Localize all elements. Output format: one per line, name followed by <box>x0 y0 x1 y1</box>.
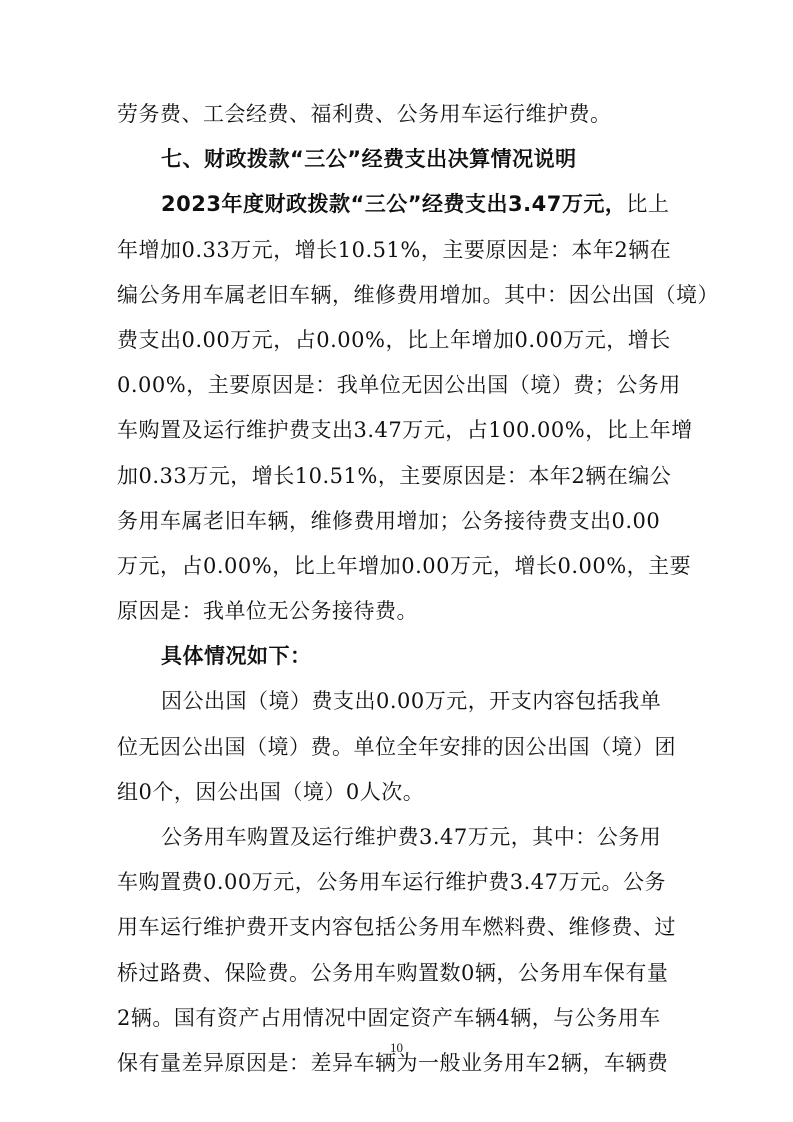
section-heading: 七、财政拨款“三公”经费支出决算情况说明 <box>161 147 577 172</box>
text-line-21: 2辆。国有资产占用情况中固定资产车辆4辆，与公务用车 <box>117 1005 661 1030</box>
text-line-8: 车购置及运行维护费支出3.47万元，占100.00%，比上年增 <box>117 418 693 443</box>
summary-tail: 比上 <box>626 192 670 217</box>
text-line-22: 保有量差异原因是：差异车辆为一般业务用车2辆，车辆费 <box>117 1050 669 1075</box>
text-line-17: 公务用车购置及运行维护费3.47万元，其中：公务用 <box>161 825 662 849</box>
page-number: 10 <box>390 1040 403 1055</box>
text-line-15: 位无因公出国（境）费。单位全年安排的因公出国（境）团 <box>117 734 676 759</box>
text-line-19: 用车运行维护费开支内容包括公务用车燃料费、维修费、过 <box>117 915 676 940</box>
summary-sentence: 2023年度财政拨款“三公”经费支出3.47万元， <box>161 192 627 217</box>
subheading-details: 具体情况如下： <box>161 644 312 669</box>
text-line-18: 车购置费0.00万元，公务用车运行维护费3.47万元。公务 <box>117 870 667 895</box>
text-line-12: 原因是：我单位无公务接待费。 <box>117 599 418 624</box>
text-line-4: 年增加0.33万元，增长10.51%，主要原因是：本年2辆在 <box>117 237 672 262</box>
text-line-16: 组0个，因公出国（境）0人次。 <box>117 779 425 804</box>
text-line-1: 劳务费、工会经费、福利费、公务用车运行维护费。 <box>117 102 612 126</box>
text-line-6: 费支出0.00万元，占0.00%，比上年增加0.00万元，增长 <box>117 327 671 352</box>
text-line-10: 务用车属老旧车辆，维修费用增加；公务接待费支出0.00 <box>117 508 661 533</box>
text-line-7: 0.00%，主要原因是：我单位无因公出国（境）费；公务用 <box>117 373 681 398</box>
text-line-11: 万元，占0.00%，比上年增加0.00万元，增长0.00%，主要 <box>117 553 692 578</box>
text-line-5: 编公务用车属老旧车辆，维修费用增加。其中：因公出国（境） <box>117 282 719 307</box>
text-line-9: 加0.33万元，增长10.51%，主要原因是：本年2辆在编公 <box>117 463 672 488</box>
body-text <box>117 92 719 1086</box>
text-line-3 <box>117 182 677 227</box>
text-line-14: 因公出国（境）费支出0.00万元，开支内容包括我单 <box>161 689 662 714</box>
text-line-20: 桥过路费、保险费。公务用车购置数0辆，公务用车保有量 <box>117 960 669 985</box>
